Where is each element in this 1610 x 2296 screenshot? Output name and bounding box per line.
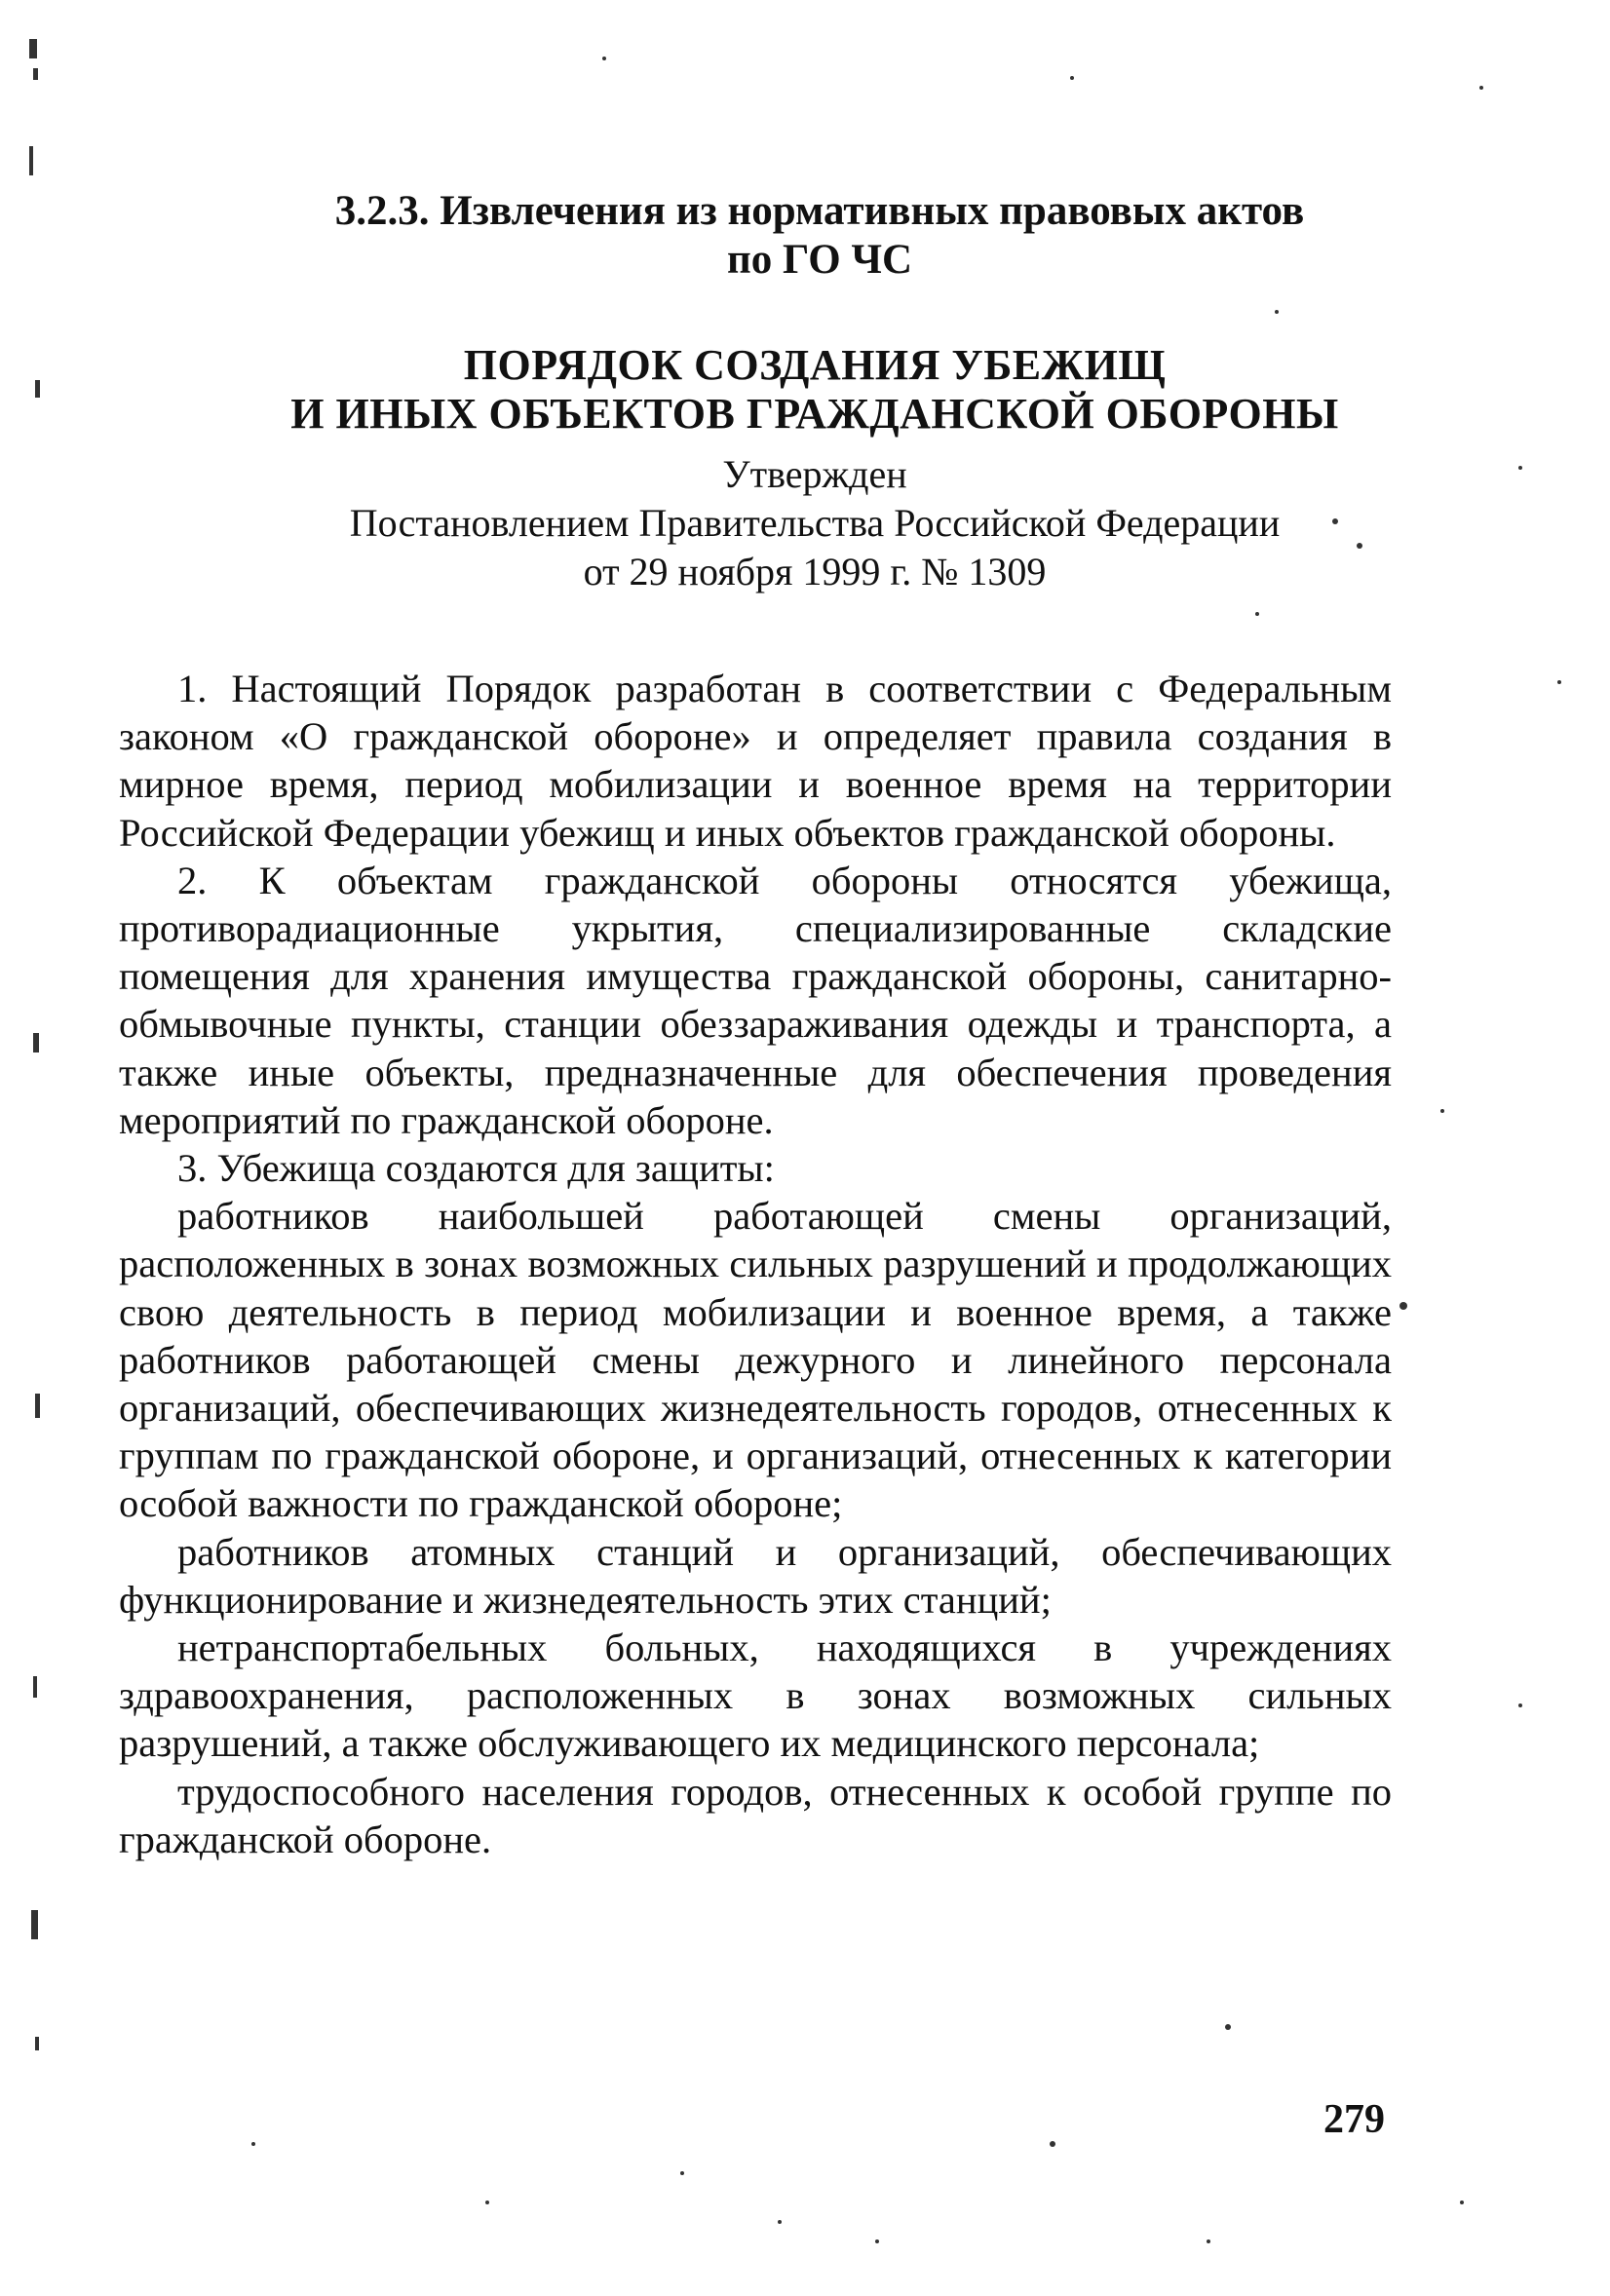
paragraph-2: 2. К объектам гражданской обороны относятся убежища, противорадиационные укрытия, специализированные складские помещения для хранения имущества гражданской обороны, санитарно-обмывочные пункты, станции обеззараживания одежды и транспорта, а также иные объекты, предназначенные для обеспечения проведения мероприятий по гражданской обороне. [119, 858, 1392, 1142]
section-title-line-2: по ГО ЧС [726, 237, 913, 283]
document-body [119, 665, 1392, 1863]
section-title-line-1: 3.2.3. Извлечения из нормативных правовых актов [334, 188, 1305, 234]
list-item-workers: работников наибольшей работающей смены организаций, расположенных в зонах возможных сильных разрушений и продолжающих свою деятельность в период мобилизации и военное время, а также работников работающей смены дежурного и линейного персонала организаций, обеспечивающих жизнедеятельность городов, отнесенных к группам по гражданской обороне, и организаций, отнесенных к категории особой важности по гражданской обороне; [119, 1194, 1392, 1526]
section-title [0, 187, 1610, 285]
document-title-line-1: ПОРЯДОК СОЗДАНИЯ УБЕЖИЩ [463, 341, 1167, 389]
document-title-line-2: И ИНЫХ ОБЪЕКТОВ ГРАЖДАНСКОЙ ОБОРОНЫ [290, 390, 1339, 438]
approval-line-2: Постановлением Правительства Российской Федерации [349, 501, 1281, 545]
list-item-patients: нетранспортабельных больных, находящихся в учреждениях здравоохранения, расположенных в зонах возможных сильных разрушений, а также обслуживающего их медицинского персонала; [119, 1626, 1392, 1766]
approval-line-1: Утвержден [722, 452, 907, 496]
paragraph-1: 1. Настоящий Порядок разработан в соответствии с Федеральным законом «О гражданской обороне» и определяет правила создания в мирное время, период мобилизации и военное время на территории Российской Федерации убежищ и иных объектов гражданской обороны. [119, 667, 1392, 855]
approval-block [0, 450, 1610, 596]
approval-line-3: от 29 ноября 1999 г. № 1309 [583, 550, 1047, 593]
paragraph-3: 3. Убежища создаются для защиты: [177, 1146, 775, 1191]
document-title [0, 341, 1610, 439]
page-number: 279 [1323, 2097, 1385, 2142]
list-item-population: трудоспособного населения городов, отнесенных к особой группе по гражданской обороне. [119, 1769, 1392, 1861]
list-item-nuclear-stations: работников атомных станций и организаций, обеспечивающих функционирование и жизнедеятельность этих станций; [119, 1529, 1392, 1622]
